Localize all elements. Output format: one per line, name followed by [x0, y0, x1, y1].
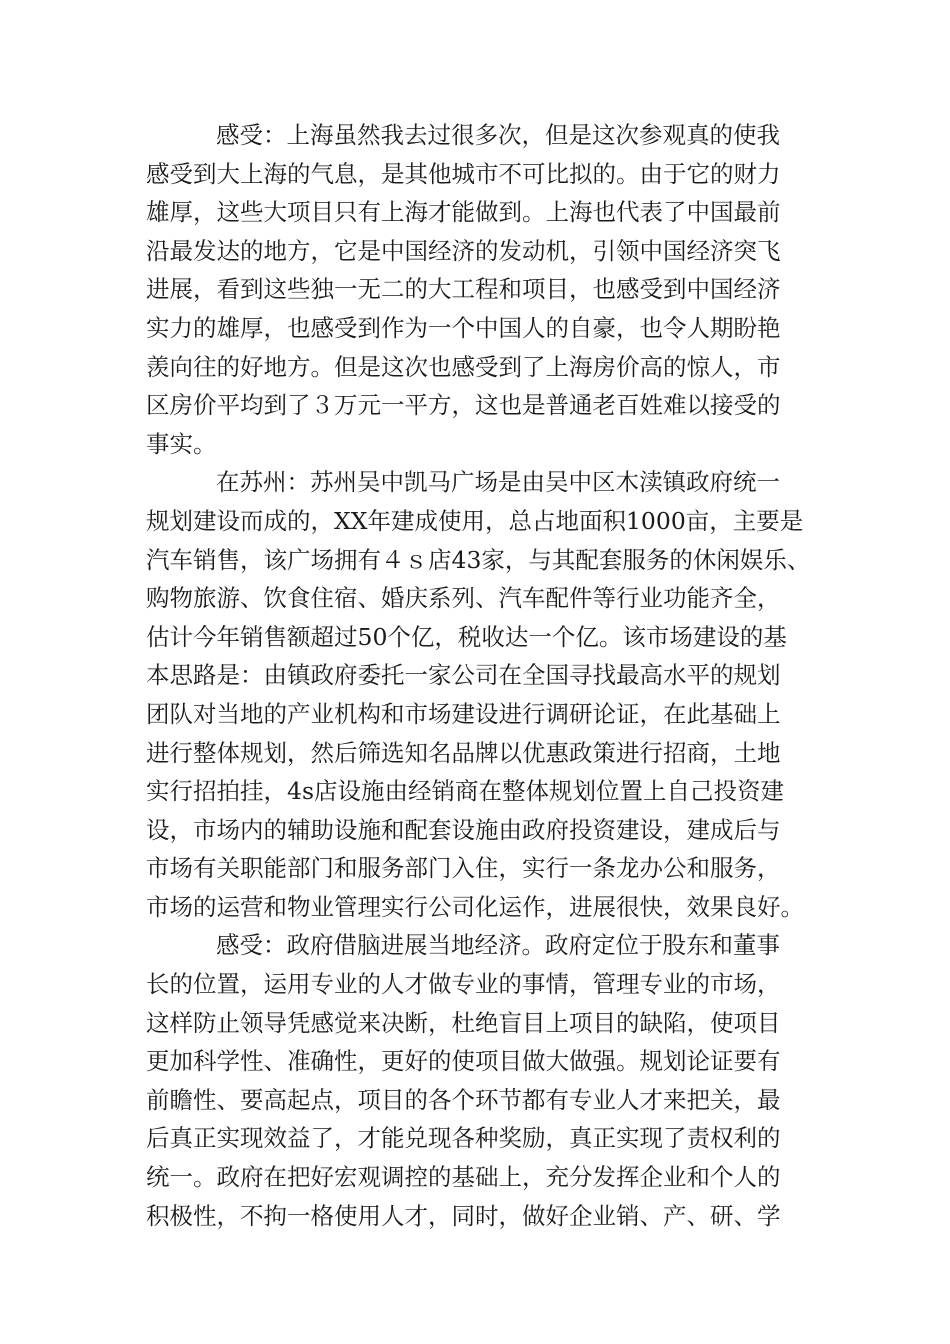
paragraph-line: 前瞻性、要高起点，项目的各个环节都有专业人才来把关，最	[146, 1085, 781, 1114]
paragraph-line: 羡向往的好地方。但是这次也感受到了上海房价高的惊人，市	[146, 352, 781, 381]
paragraph-line: 长的位置，运用专业的人才做专业的事情，管理专业的市场，	[146, 970, 781, 999]
paragraph-line: 市场的运营和物业管理实行公司化运作，进展很快，效果良好。	[146, 892, 804, 921]
paragraph-line: 感受：政府借脑进展当地经济。政府定位于股东和董事	[216, 931, 780, 960]
paragraph-line: 积极性，不拘一格使用人才，同时，做好企业销、产、研、学	[146, 1201, 781, 1230]
paragraph-line: 雄厚，这些大项目只有上海才能做到。上海也代表了中国最前	[146, 198, 781, 227]
paragraph-line: 在苏州：苏州吴中凯马广场是由吴中区木渎镇政府统一	[216, 468, 780, 497]
paragraph-line: 感受：上海虽然我去过很多次，但是这次参观真的使我	[216, 121, 780, 149]
paragraph-line: 购物旅游、饮食住宿、婚庆系列、汽车配件等行业功能齐全，	[146, 584, 781, 613]
paragraph-line: 进展，看到这些独一无二的大工程和项目，也感受到中国经济	[146, 275, 781, 304]
paragraph-line: 本思路是：由镇政府委托一家公司在全国寻找最高水平的规划	[146, 661, 781, 690]
paragraph-line: 估计今年销售额超过50个亿，税收达一个亿。该市场建设的基	[146, 622, 787, 651]
paragraph-line: 更加科学性、准确性，更好的使项目做大做强。规划论证要有	[146, 1047, 781, 1076]
paragraph-line: 规划建设而成的，XX年建成使用，总占地面积1000亩，主要是	[146, 506, 804, 535]
document-body	[146, 116, 811, 1235]
paragraph-line: 事实。	[146, 429, 217, 458]
paragraph-line: 后真正实现效益了，才能兑现各种奖励，真正实现了责权利的	[146, 1124, 781, 1153]
paragraph-line: 实力的雄厚，也感受到作为一个中国人的自豪，也令人期盼艳	[146, 313, 781, 342]
paragraph-line: 统一。政府在把好宏观调控的基础上，充分发挥企业和个人的	[146, 1163, 781, 1192]
paragraph-line: 市场有关职能部门和服务部门入住，实行一条龙办公和服务，	[146, 854, 781, 883]
paragraph-line: 区房价平均到了３万元一平方，这也是普通老百姓难以接受的	[146, 391, 781, 420]
paragraph-line: 这样防止领导凭感觉来决断，杜绝盲目上项目的缺陷，使项目	[146, 1008, 781, 1037]
paragraph-line: 沿最发达的地方，它是中国经济的发动机，引领中国经济突飞	[146, 236, 781, 265]
paragraph-line: 实行招拍挂，4s店设施由经销商在整体规划位置上自己投资建	[146, 777, 785, 806]
paragraph-line: 设，市场内的辅助设施和配套设施由政府投资建设，建成后与	[146, 815, 781, 844]
paragraph-line: 进行整体规划，然后筛选知名品牌以优惠政策进行招商，土地	[146, 738, 781, 767]
paragraph-line: 团队对当地的产业机构和市场建设进行调研论证，在此基础上	[146, 699, 781, 728]
paragraph-line: 感受到大上海的气息，是其他城市不可比拟的。由于它的财力	[146, 159, 781, 188]
paragraph-line: 汽车销售，该广场拥有４ｓ店43家，与其配套服务的休闲娱乐、	[146, 545, 811, 574]
